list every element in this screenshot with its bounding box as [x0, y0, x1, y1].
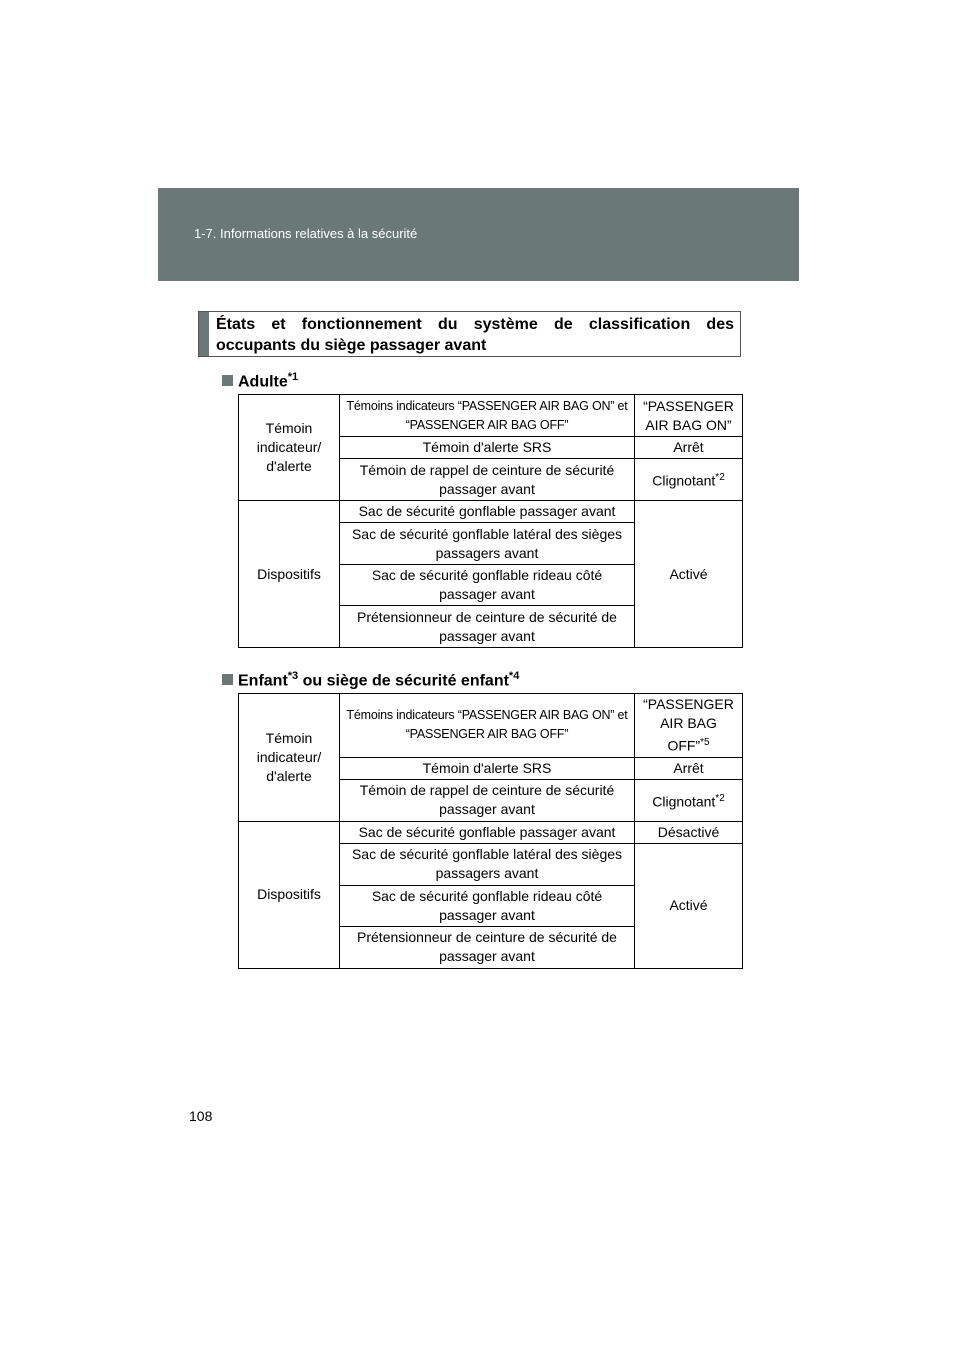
pretensioner-label: Prétensionneur de ceinture de sécurité de passager avant: [340, 926, 635, 968]
indicator-lights-label: Témoins indicateurs “PASSENGER AIR BAG ON” et “PASSENGER AIR BAG OFF”: [340, 694, 635, 758]
srs-light-state: Arrêt: [635, 757, 743, 779]
child-table: [238, 693, 743, 969]
seatbelt-reminder-label: Témoin de rappel de ceinture de sécurité passager avant: [340, 779, 635, 821]
seatbelt-reminder-state: Clignotant$^{*2}$: [635, 459, 743, 501]
indicator-lights-label: Témoins indicateurs “PASSENGER AIR BAG ON” et “PASSENGER AIR BAG OFF”: [340, 395, 635, 437]
pretensioner-label: Prétensionneur de ceinture de sécurité de passager avant: [340, 606, 635, 648]
seatbelt-reminder-label: Témoin de rappel de ceinture de sécurité passager avant: [340, 459, 635, 501]
front-airbag-label: Sac de sécurité gonflable passager avant: [340, 821, 635, 843]
side-airbag-label: Sac de sécurité gonflable latéral des sièges passagers avant: [340, 843, 635, 885]
devices-state: Activé: [635, 843, 743, 968]
front-airbag-state: Désactivé: [635, 821, 743, 843]
srs-light-label: Témoin d'alerte SRS: [340, 757, 635, 779]
curtain-airbag-label: Sac de sécurité gonflable rideau côté passager avant: [340, 885, 635, 926]
adult-table: [238, 394, 743, 648]
indicator-lights-state: “PASSENGER AIR BAG OFF”$^{*5}$: [635, 694, 743, 758]
section-heading-bar: [199, 312, 209, 356]
page-number: 108: [189, 1108, 213, 1124]
table-row: [239, 694, 743, 758]
table-row: [239, 395, 743, 437]
child-heading: Enfant$^{*3}$ ou siège de sécurité enfant$^{*4}$: [222, 670, 519, 690]
chapter-title: 1-7. Informations relatives à la sécurité: [194, 226, 418, 241]
square-bullet-icon: [222, 375, 233, 386]
srs-light-state: Arrêt: [635, 437, 743, 459]
group-label-indicators: Témoin indicateur/ d'alerte: [239, 694, 340, 822]
indicator-lights-state: “PASSENGER AIR BAG ON”: [635, 395, 743, 437]
group-label-devices: Dispositifs: [239, 821, 340, 968]
group-label-devices: Dispositifs: [239, 501, 340, 648]
table-row: [239, 821, 743, 843]
curtain-airbag-label: Sac de sécurité gonflable rideau côté passager avant: [340, 565, 635, 606]
devices-state: Activé: [635, 501, 743, 648]
srs-light-label: Témoin d'alerte SRS: [340, 437, 635, 459]
group-label-indicators: Témoin indicateur/ d'alerte: [239, 395, 340, 501]
section-heading-box: [198, 311, 741, 357]
seatbelt-reminder-state: Clignotant$^{*2}$: [635, 779, 743, 821]
table-row: [239, 501, 743, 523]
section-title: États et fonctionnement du système de classification des occupants du siège passager avant: [216, 316, 734, 354]
adult-heading: Adulte$^{*1}$: [222, 371, 298, 391]
square-bullet-icon: [222, 674, 233, 685]
chapter-header: [158, 188, 799, 281]
side-airbag-label: Sac de sécurité gonflable latéral des sièges passagers avant: [340, 523, 635, 565]
front-airbag-label: Sac de sécurité gonflable passager avant: [340, 501, 635, 523]
